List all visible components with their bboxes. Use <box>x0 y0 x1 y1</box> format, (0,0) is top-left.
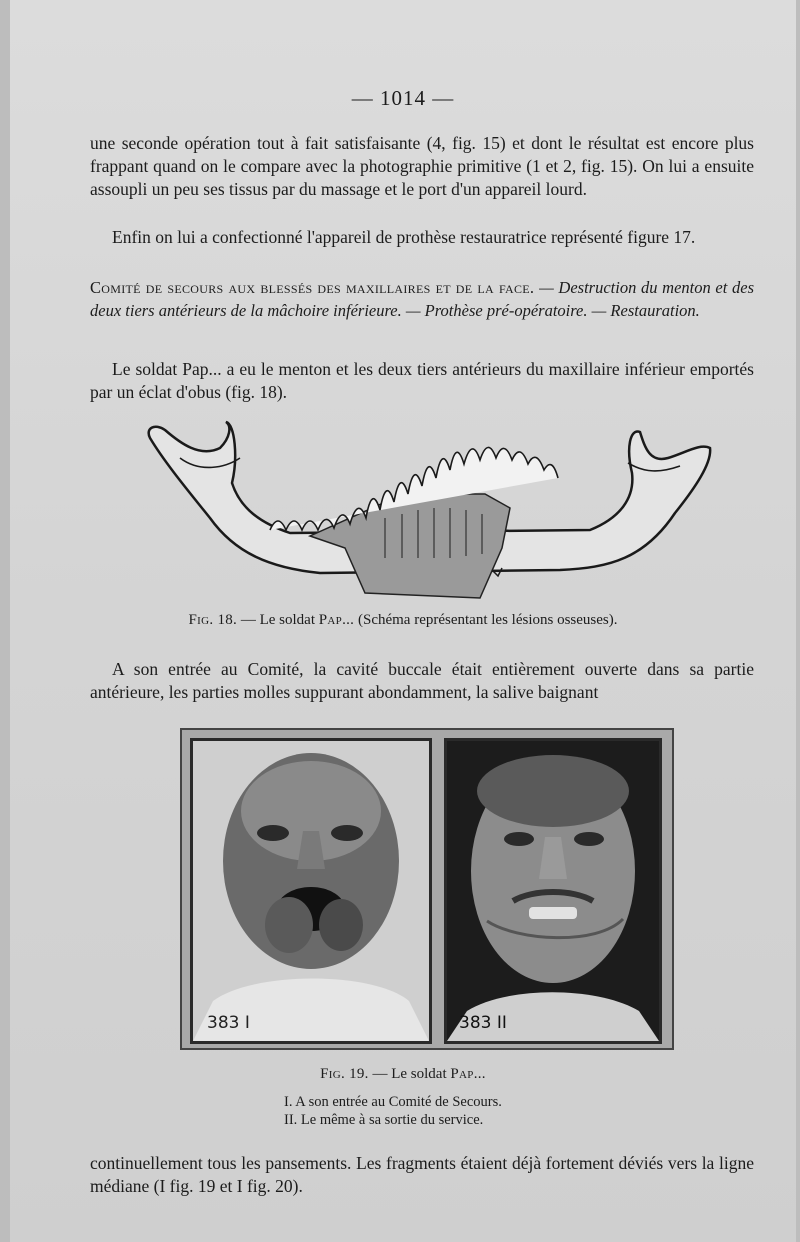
plate-label-right: 383 II <box>459 1013 507 1033</box>
paragraph-2: Enfin on lui a confectionné l'appareil de prothèse restauratrice représenté figure 17. <box>112 227 696 247</box>
paragraph-3: Le soldat Pap... a eu le menton et les deux tiers antérieurs du maxillaire inférieur emportés par un éclat d'obus (fig. 18). <box>90 359 754 402</box>
paragraph-5: continuellement tous les pansements. Les fragments étaient déjà fortement déviés vers la ligne médiane (I fig. 19 et I fig. 20). <box>90 1153 754 1196</box>
figure-19-label: Fig. 19. <box>320 1066 369 1082</box>
figure-18-caption-prefix: — Le soldat <box>237 612 319 628</box>
bone-fracture-zone <box>310 494 510 598</box>
figure-18-label: Fig. 18. <box>188 612 238 628</box>
document-page <box>10 0 796 1242</box>
photo-before <box>190 738 432 1044</box>
figure-19-legend-2: II. Le même à sa sortie du service. <box>284 1112 484 1128</box>
section-heading <box>90 276 754 322</box>
figure-19-caption <box>10 1066 796 1083</box>
jaw-diagram <box>140 418 720 608</box>
figure-18-caption <box>10 612 796 629</box>
portrait-after-image <box>447 741 659 1041</box>
figure-19-name: Pap... <box>450 1066 486 1082</box>
figure-19-legend-1: I. A son entrée au Comité de Secours. <box>284 1094 502 1110</box>
section-heading-subtitle: — Destruction du menton et des deux tiers antérieurs de la mâchoire inférieure. — Prothèse pré-opératoire. — Restauration. <box>90 278 755 320</box>
portrait-before-image <box>193 741 429 1041</box>
photo-after <box>444 738 662 1044</box>
page-number: — 1014 — <box>351 86 455 110</box>
photo-plate <box>180 728 674 1050</box>
paragraph-1: une seconde opération tout à fait satisfaisante (4, fig. 15) et dont le résultat est encore plus frappant quand on le compare avec la photographie primitive (1 et 2, fig. 15). On lui a ensuite assoupli un peu ses tissus par du massage et le port d'un appareil lourd. <box>90 133 754 199</box>
figure-19-caption-prefix: — Le soldat <box>368 1066 451 1082</box>
paragraph-4: A son entrée au Comité, la cavité buccale était entièrement ouverte dans sa partie antérieure, les parties molles suppurant abondamment, la salive baignant <box>90 659 754 702</box>
figure-18-caption-suffix: (Schéma représentant les lésions osseuses). <box>354 612 618 628</box>
figure-18-name: Pap... <box>318 612 355 628</box>
plate-label-left: 383 I <box>207 1013 250 1033</box>
section-heading-title: Comité de secours aux blessés des maxillaires et de la face. <box>90 278 535 297</box>
